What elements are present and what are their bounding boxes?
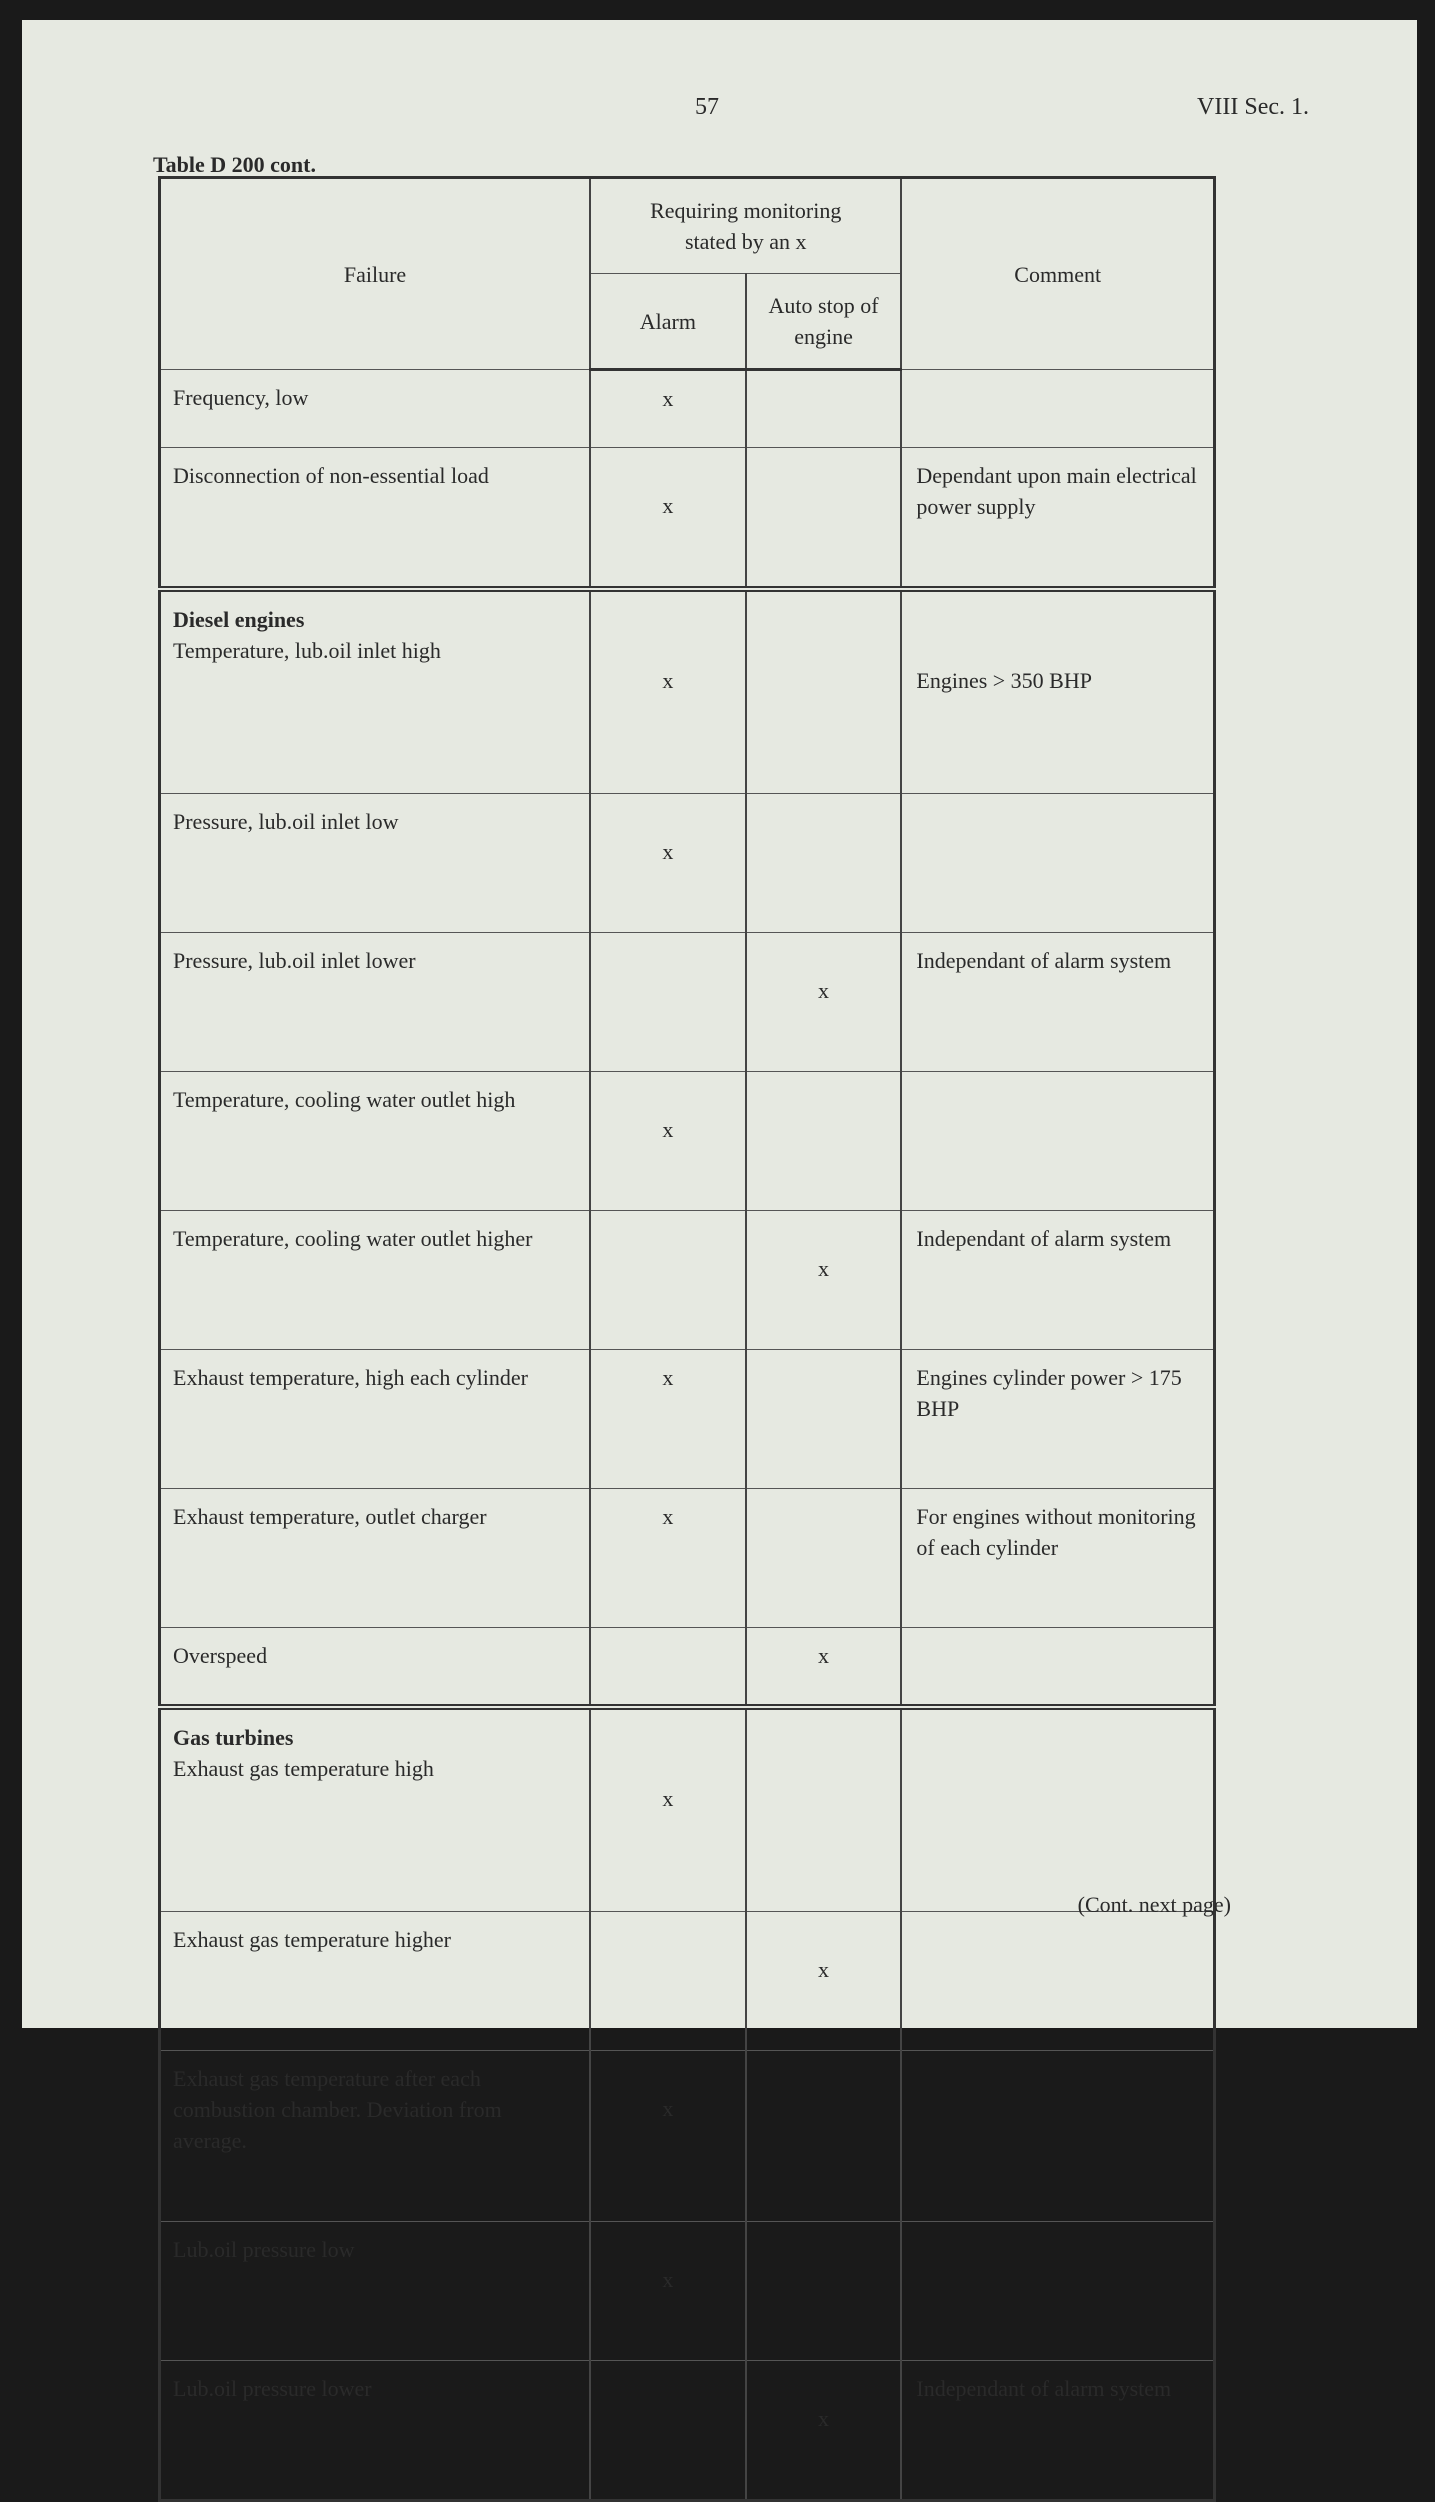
- failure-text: Exhaust temperature, outlet charger: [173, 1504, 487, 1529]
- comment-text: Engines > 350 BHP: [901, 589, 1214, 794]
- table-row: [160, 1628, 1215, 1708]
- table-row: [160, 2361, 1215, 2501]
- alarm-mark: [590, 933, 746, 1072]
- failure-text: Exhaust gas temperature higher: [173, 1927, 451, 1952]
- auto-stop-mark: x: [746, 2361, 902, 2501]
- failure-text: Disconnection of non-essential load: [173, 463, 489, 488]
- failure-text: Lub.oil pressure lower: [173, 2376, 372, 2401]
- header-alarm: Alarm: [590, 274, 746, 370]
- alarm-mark: [590, 1628, 746, 1708]
- header-comment: Comment: [901, 178, 1214, 370]
- failure-text: Lub.oil pressure low: [173, 2237, 355, 2262]
- auto-stop-mark: x: [746, 1912, 902, 2051]
- table-title: Table D 200 cont.: [153, 152, 316, 177]
- comment-text: Independant of alarm system: [901, 1211, 1214, 1350]
- auto-stop-mark: [746, 1707, 902, 1912]
- alarm-mark: [590, 1211, 746, 1350]
- comment-text: Dependant upon main electrical power supply: [901, 448, 1214, 590]
- failure-text: Temperature, cooling water outlet high: [173, 1087, 516, 1112]
- page-number: 57: [695, 94, 719, 120]
- comment-text: [901, 1912, 1214, 2051]
- alarm-mark: x: [590, 448, 746, 590]
- auto-stop-mark: [746, 2051, 902, 2222]
- alarm-mark: x: [590, 370, 746, 448]
- alarm-mark: x: [590, 1072, 746, 1211]
- failure-text: Overspeed: [173, 1643, 268, 1668]
- header-requiring-monitoring: Requiring monitoring stated by an x: [590, 178, 901, 274]
- auto-stop-mark: [746, 1072, 902, 1211]
- failure-text: Exhaust gas temperature after each combustion chamber. Deviation from average.: [173, 2066, 502, 2153]
- auto-stop-mark: [746, 2222, 902, 2361]
- failure-text: Pressure, lub.oil inlet low: [173, 809, 399, 834]
- alarm-mark: x: [590, 1489, 746, 1628]
- table-row: [160, 370, 1215, 448]
- failure-text: Pressure, lub.oil inlet lower: [173, 948, 416, 973]
- comment-text: Engines cylinder power > 175 BHP: [901, 1350, 1214, 1489]
- section-heading-gas-turbines: Gas turbines: [173, 1725, 294, 1750]
- alarm-mark: [590, 1912, 746, 2051]
- alarm-mark: [590, 2361, 746, 2501]
- comment-text: [901, 370, 1214, 448]
- section-reference: VIII Sec. 1.: [1197, 94, 1309, 120]
- comment-text: Independant of alarm system: [901, 2361, 1214, 2501]
- comment-text: Independant of alarm system: [901, 933, 1214, 1072]
- table-row: [160, 448, 1215, 590]
- auto-stop-mark: [746, 1350, 902, 1489]
- alarm-mark: x: [590, 2222, 746, 2361]
- table-row: [160, 1072, 1215, 1211]
- failure-text: Exhaust temperature, high each cylinder: [173, 1365, 528, 1390]
- continuation-note: (Cont. next page): [1077, 1892, 1231, 1917]
- comment-text: [901, 794, 1214, 933]
- auto-stop-mark: x: [746, 1628, 902, 1708]
- failure-text: Frequency, low: [173, 385, 309, 410]
- table-row: [160, 2222, 1215, 2361]
- table-row: [160, 589, 1215, 794]
- auto-stop-mark: [746, 1489, 902, 1628]
- header-failure: Failure: [160, 178, 591, 370]
- table-row: [160, 794, 1215, 933]
- alarm-mark: x: [590, 794, 746, 933]
- alarm-mark: x: [590, 1707, 746, 1912]
- comment-text: [901, 1707, 1214, 1912]
- failure-text: Temperature, lub.oil inlet high: [173, 638, 441, 663]
- document-page: [22, 20, 1417, 2431]
- alarm-mark: x: [590, 1350, 746, 1489]
- table-row: [160, 1350, 1215, 1489]
- comment-text: [901, 1628, 1214, 1708]
- auto-stop-mark: [746, 370, 902, 448]
- header-auto-stop: Auto stop of engine: [746, 274, 902, 370]
- auto-stop-mark: x: [746, 1211, 902, 1350]
- table-row: [160, 1707, 1215, 1912]
- auto-stop-mark: [746, 448, 902, 590]
- failure-text: Temperature, cooling water outlet higher: [173, 1226, 533, 1251]
- comment-text: [901, 1072, 1214, 1211]
- auto-stop-mark: [746, 589, 902, 794]
- monitoring-table: [158, 176, 1216, 2502]
- table-row: [160, 2051, 1215, 2222]
- auto-stop-mark: [746, 794, 902, 933]
- auto-stop-mark: x: [746, 933, 902, 1072]
- comment-text: [901, 2051, 1214, 2222]
- alarm-mark: x: [590, 589, 746, 794]
- comment-text: For engines without monitoring of each cylinder: [901, 1489, 1214, 1628]
- table-row: [160, 1489, 1215, 1628]
- table-row: [160, 1211, 1215, 1350]
- comment-text: [901, 2222, 1214, 2361]
- alarm-mark: x: [590, 2051, 746, 2222]
- section-heading-diesel-engines: Diesel engines: [173, 607, 305, 632]
- failure-text: Exhaust gas temperature high: [173, 1756, 434, 1781]
- table-row: [160, 933, 1215, 1072]
- table-row: [160, 1912, 1215, 2051]
